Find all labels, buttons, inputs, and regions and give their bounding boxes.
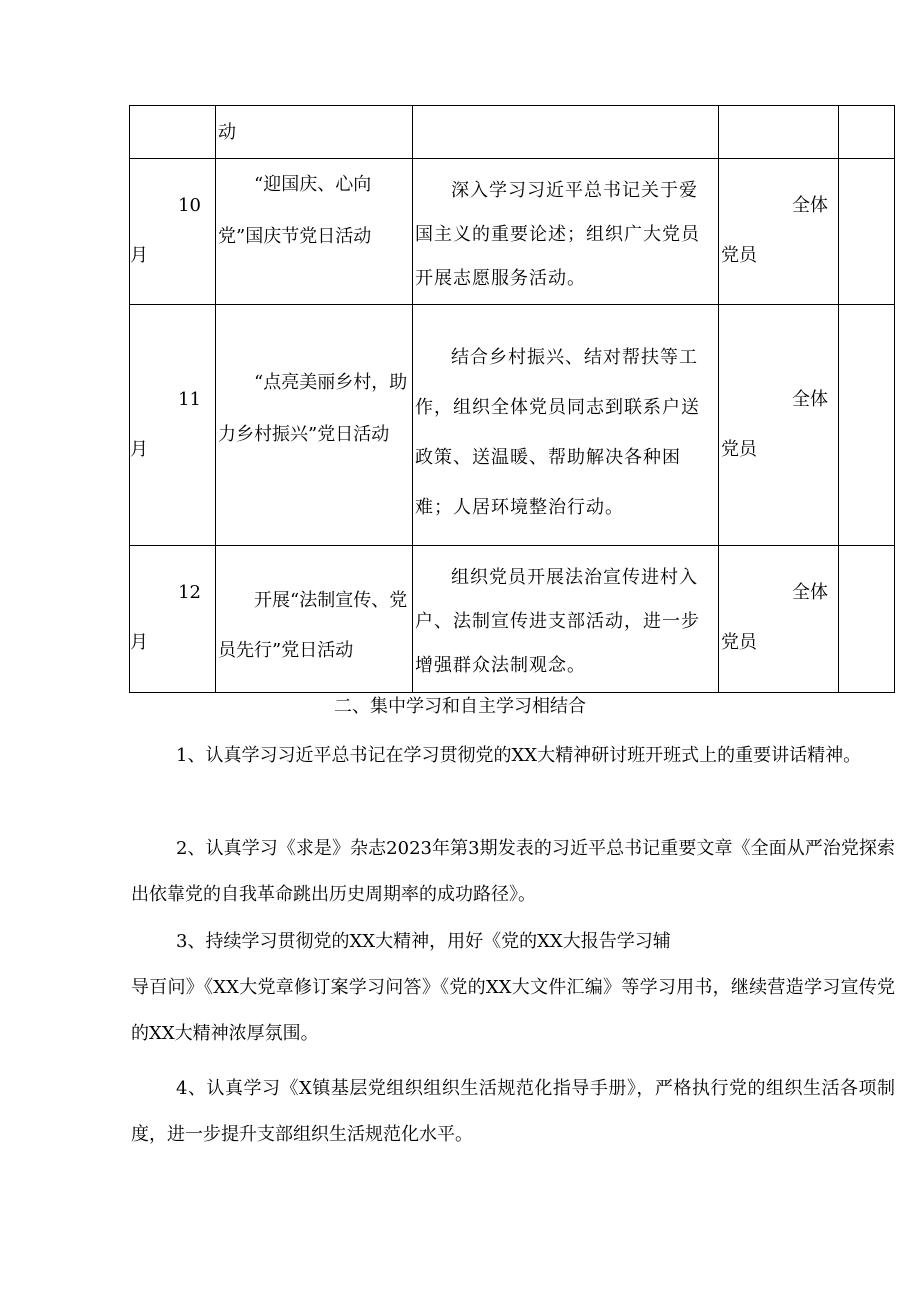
- activity-name-cell: [216, 546, 413, 693]
- table-row: [130, 546, 895, 693]
- activity-content: 结合乡村振兴、结对帮扶等工作，组织全体党员同志到联系户送政策、送温暖、帮助解决各种困难；人居环境整治行动。: [415, 347, 700, 518]
- paragraph-3-continuation: 导百问》《XX大党章修订案学习问答》《党的XX大文件汇编》等学习用书，继续营造学习宣传党的XX大精神浓厚氛围。: [131, 977, 895, 1044]
- activity-name: “点亮美丽乡村，助力乡村振兴”党日活动: [218, 372, 408, 445]
- month-cell: [130, 546, 216, 693]
- table-row: [130, 106, 895, 159]
- participants-top: 全体: [792, 195, 828, 216]
- activity-table: [129, 105, 895, 693]
- participants-cell: [719, 546, 839, 693]
- activity-content-cell: [413, 106, 719, 159]
- month-cell: [130, 106, 216, 159]
- paragraph-1: 1、认真学习习近平总书记在学习贯彻党的XX大精神研讨班开班式上的重要讲话精神。: [176, 745, 862, 766]
- month-unit: 月: [130, 245, 148, 266]
- table-row: [130, 305, 895, 546]
- activity-name-cell: [216, 106, 413, 159]
- note-cell: [839, 106, 895, 159]
- note-cell: [839, 305, 895, 546]
- activity-name-cell: [216, 305, 413, 546]
- month-cell: [130, 159, 216, 305]
- participants-cell: [719, 106, 839, 159]
- participants-bottom: 党员: [721, 245, 757, 266]
- month-number: 10: [178, 195, 201, 216]
- month-number: 12: [178, 582, 201, 603]
- table-row: [130, 159, 895, 305]
- activity-content: 组织党员开展法治宣传进村入户、法制宣传进支部活动，进一步增强群众法制观念。: [415, 567, 700, 676]
- month-number: 11: [178, 389, 201, 410]
- activity-content: 深入学习习近平总书记关于爱国主义的重要论述；组织广大党员开展志愿服务活动。: [415, 180, 700, 289]
- paragraph-3-line-1: 3、持续学习贯彻党的XX大精神，用好《党的XX大报告学习辅: [176, 931, 671, 952]
- activity-name: “迎国庆、心向党”国庆节党日活动: [218, 174, 372, 247]
- note-cell: [839, 159, 895, 305]
- activity-name: 动: [218, 122, 236, 143]
- paragraph-3: [131, 919, 895, 1057]
- participants-bottom: 党员: [721, 439, 757, 460]
- paragraph-2: 2、认真学习《求是》杂志2023年第3期发表的习近平总书记重要文章《全面从严治党探索出依靠党的自我革命跳出历史周期率的成功路径》。: [131, 838, 895, 905]
- paragraph-4: 4、认真学习《X镇基层党组织组织生活规范化指导手册》，严格执行党的组织生活各项制度，进一步提升支部组织生活规范化水平。: [131, 1078, 895, 1145]
- activity-name: 开展“法制宣传、党员先行”党日活动: [218, 590, 408, 661]
- month-cell: [130, 305, 216, 546]
- participants-cell: [719, 305, 839, 546]
- activity-content-cell: [413, 546, 719, 693]
- note-cell: [839, 546, 895, 693]
- month-unit: 月: [130, 439, 148, 460]
- activity-content-cell: [413, 305, 719, 546]
- activity-content-cell: [413, 159, 719, 305]
- participants-bottom: 党员: [721, 632, 757, 653]
- participants-cell: [719, 159, 839, 305]
- activity-name-cell: [216, 159, 413, 305]
- month-unit: 月: [130, 632, 148, 653]
- section-heading: 二、集中学习和自主学习相结合: [334, 696, 586, 717]
- participants-top: 全体: [792, 582, 828, 603]
- participants-top: 全体: [792, 389, 828, 410]
